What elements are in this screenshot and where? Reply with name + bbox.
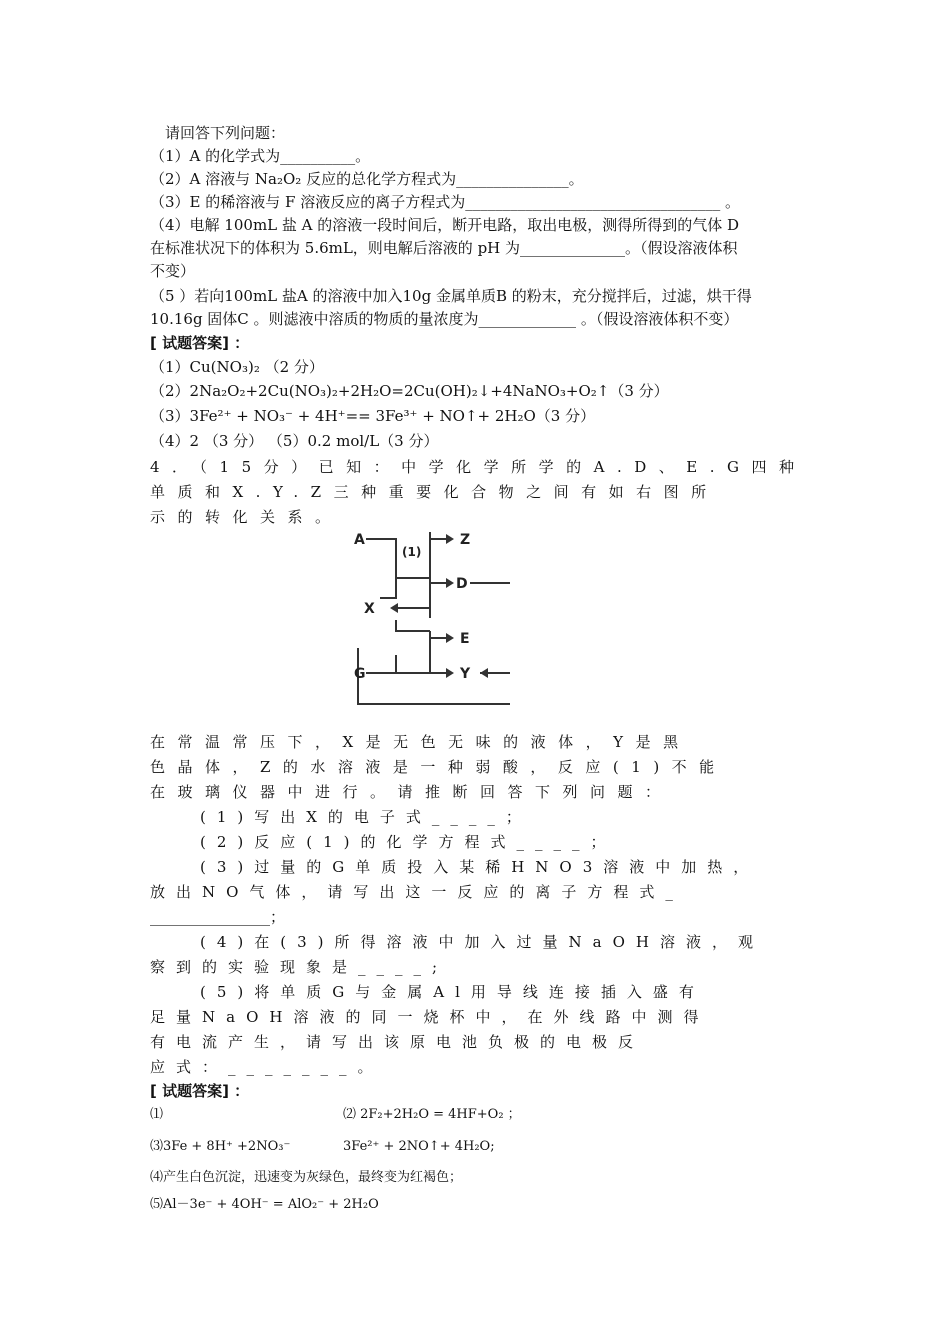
question-3: （3）E 的稀溶液与 F 溶液反应的离子方程式为__________________________________ 。 [150, 193, 740, 211]
label-d: D [456, 576, 468, 592]
answer-r2: ⑵ 2F₂+2H₂O = 4HF+O₂ ； [343, 1107, 521, 1122]
label-a: A [354, 532, 365, 548]
question-2: （2）A 溶液与 Na₂O₂ 反应的总化学方程式为_______________。 [150, 170, 584, 188]
question-1: （1）A 的化学式为__________。 [150, 147, 371, 165]
label-x: X [364, 601, 375, 617]
sub-q1: (1)写出X的电子式____； [200, 808, 532, 826]
sub-q3-line2: 放出NO气体，请写出这一反应的离子方程式_ [150, 883, 684, 901]
sub-q4-line1: (4)在(3)所得溶液中加入过量NaOH溶液，观 [200, 933, 764, 951]
answer-r3-right: 3Fe²⁺ + 2NO↑+ 4H₂O; [343, 1139, 495, 1154]
arrow-head-y-left [480, 668, 488, 678]
q4-line1: 4．（15分）已知：中学化学所学的A.D、E.G四种 [150, 458, 807, 476]
sub-q2: (2)反应(1)的化学方程式____； [200, 833, 617, 851]
sub-q3-line1: (3)过量的G单质投入某稀HNO3溶液中加热， [200, 858, 760, 876]
cond-line1: 在常温常压下，X是无色无味的液体，Y是黑 [150, 733, 691, 751]
sub-q5-line4: 应式：_______。 [150, 1058, 384, 1076]
label-e: E [460, 631, 470, 647]
q4-line3: 示的转化关系。 [150, 508, 343, 526]
arrow-y-line [396, 655, 452, 673]
answer-r1-left: ⑴ [150, 1107, 164, 1122]
label-y: Y [460, 666, 471, 682]
cond-line3: 在玻璃仪器中进行。请推断回答下列问题： [150, 783, 673, 801]
answer-4-5: （4）2 （3 分） （5）0.2 mol/L（3 分） [150, 432, 439, 450]
answer-header-1: [ 试题答案] ： [150, 334, 250, 352]
label-z: Z [460, 532, 471, 548]
q4-line2: 单质和X.Y.Z三种重要化合物之间有如右图所 [150, 483, 719, 501]
question-5-line2: 10.16g 固体C 。则滤液中溶质的物质的量浓度为_____________ 。（假设溶液体积不变） [150, 310, 739, 328]
sub-q5-line3: 有电流产生，请写出该原电池负极的电极反 [150, 1033, 645, 1051]
label-g: G [354, 666, 366, 682]
arrow-head-z [446, 534, 454, 544]
label-reaction-1: (1) [402, 545, 422, 559]
arrow-head-x [390, 603, 398, 613]
sub-q5-line1: (5)将单质G与金属Al用导线连接插入盛有 [200, 983, 705, 1001]
sub-q4-line2: 察到的实验现象是____; [150, 958, 449, 976]
conversion-diagram [350, 528, 510, 706]
sub-q5-line2: 足量NaOH溶液的同一烧杯中，在外线路中测得 [150, 1008, 710, 1026]
cond-line2: 色晶体，Z的水溶液是一种弱酸，反应(1)不能 [150, 758, 727, 776]
question-4-line3: 不变） [150, 262, 196, 280]
question-5-line1: （5 ）若向100mL 盐A 的溶液中加入10g 金属单质B 的粉末，充分搅拌后，过滤，烘干得 [150, 287, 752, 305]
answer-1: （1）Cu(NO₃)₂ （2 分） [150, 358, 324, 376]
answer-r5: ⑸Al－3e⁻ + 4OH⁻ = AlO₂⁻ + 2H₂O [150, 1197, 379, 1212]
sub-q3-line3: ________________； [150, 908, 286, 926]
arrow-head-d [446, 578, 454, 588]
question-4-line2: 在标准状况下的体积为 5.6mL，则电解后溶液的 pH 为______________。（假设溶液体积 [150, 239, 738, 257]
answer-3: （3）3Fe²⁺ + NO₃⁻ + 4H⁺== 3Fe³⁺ + NO↑+ 2H₂O（3 分） [150, 407, 596, 425]
intro-text: 请回答下列问题： [165, 124, 286, 142]
arrow-head-y [446, 668, 454, 678]
answer-r3-left: ⑶3Fe + 8H⁺ +2NO₃⁻ [150, 1139, 291, 1154]
answer-2: （2）2Na₂O₂+2Cu(NO₃)₂+2H₂O=2Cu(OH)₂↓+4NaNO₃+O₂↑（3 分） [150, 382, 669, 400]
answer-header-2: [ 试题答案] ： [150, 1082, 250, 1100]
arrow-head-e [446, 633, 454, 643]
question-4-line1: （4）电解 100mL 盐 A 的溶液一段时间后，断开电路，取出电极，测得所得到的气体 D [150, 216, 740, 234]
line-x-up [380, 558, 396, 598]
answer-r4: ⑷产生白色沉淀，迅速变为灰绿色，最终变为红褐色； [150, 1170, 463, 1185]
